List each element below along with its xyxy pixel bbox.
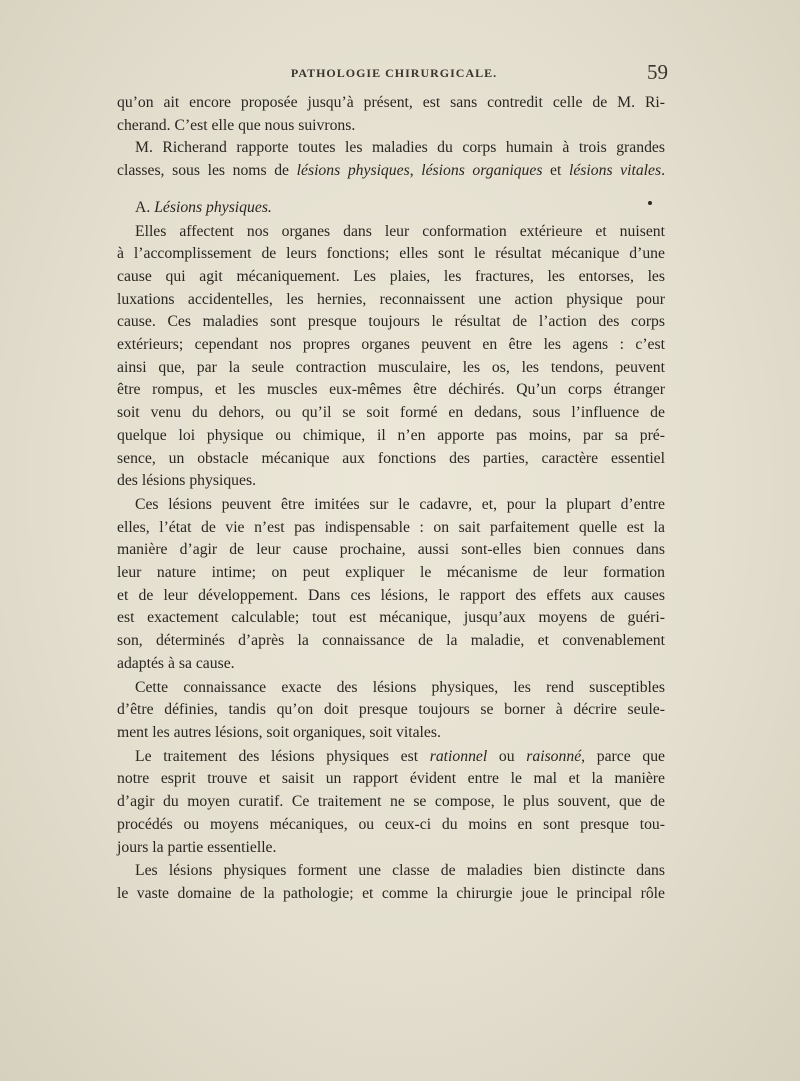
text-line: des lésions physiques. [117, 472, 257, 490]
text-line: à l’accomplissement de leurs fonctions; elles sont le résultat mécanique d’une [117, 245, 665, 263]
text-line: cause. Ces maladies sont presque toujours le résultat de l’action des corps [117, 313, 665, 331]
italic-term: lésions organiques [421, 162, 543, 180]
text-line: soit venu du dehors, ou qu’il se soit formé en dedans, sous l’influence de [117, 404, 665, 422]
text-line: notre esprit trouve et saisit un rapport évident entre le mal et la manière [117, 770, 665, 788]
text-line: est exactement calculable; tout est mécanique, jusqu’aux moyens de guéri- [117, 609, 665, 627]
text-line: être rompus, et les muscles eux-mêmes être déchirés. Qu’un corps étranger [117, 381, 665, 399]
text-line: Les lésions physiques forment une classe de maladies bien distincte dans [135, 862, 665, 880]
text-line: Ces lésions peuvent être imitées sur le cadavre, et, pour la plupart d’entre [135, 495, 665, 513]
body-text [117, 92, 665, 906]
text-run: et [542, 162, 569, 180]
text-line: son, déterminés d’après la connaissance de la maladie, et convenablement [117, 632, 665, 650]
text-line: extérieurs; cependant nos propres organes peuvent en être les agens : c’est [117, 336, 665, 354]
text-line: luxations accidentelles, les hernies, reconnaissent une action physique pour [117, 290, 665, 308]
paragraph [117, 746, 665, 860]
text-run: . [661, 162, 666, 180]
text-run: , [409, 162, 422, 180]
text-line: sence, un obstacle mécanique aux fonctions des parties, caractère essentiel [117, 449, 665, 467]
paragraph [117, 137, 665, 182]
text-line: ainsi que, par la seule contraction musculaire, les os, les tendons, peuvent [117, 358, 665, 376]
text-line: qu’on ait encore proposée jusqu’à présent, est sans contredit celle de M. Ri- [117, 94, 665, 111]
text-line: quelque loi physique ou chimique, il n’en apporte pas moins, par sa pré- [117, 426, 665, 444]
text-line: d’être définies, tandis qu’on doit presque toujours se borner à décrire seule- [117, 701, 665, 719]
text-line: M. Richerand rapporte toutes les maladies du corps humain à trois grandes [135, 139, 665, 157]
paragraph [117, 221, 665, 493]
text-line: et de leur développement. Dans ces lésions, le rapport des effets aux causes [117, 586, 665, 604]
italic-term: rationnel [429, 747, 488, 765]
text-line: Elles affectent nos organes dans leur conformation extérieure et nuisent [135, 222, 665, 240]
running-title: PATHOLOGIE CHIRURGICALE. [290, 66, 498, 80]
text-line: Cette connaissance exacte des lésions physiques, les rend susceptibles [135, 678, 665, 696]
text-line [117, 746, 665, 769]
text-line: elles, l’état de vie n’est pas indispensable : on sait parfaitement quelle est la [117, 518, 665, 536]
italic-term: lésions vitales [568, 162, 662, 180]
text-line: cherand. C’est elle que nous suivrons. [117, 116, 356, 134]
section-heading [117, 197, 665, 220]
text-line: procédés ou moyens mécaniques, ou ceux-ci du moins en sont presque tou- [117, 815, 665, 833]
text-line: jours la partie essentielle. [117, 838, 277, 856]
section-title: Lésions physiques. [154, 198, 272, 216]
text-line: leur nature intime; on peut expliquer le mécanisme de leur formation [117, 564, 665, 582]
text-line [117, 197, 665, 220]
text-line: manière d’agir de leur cause prochaine, aussi sont-elles bien connues dans [117, 541, 665, 559]
section-letter: A. [135, 198, 155, 216]
text-line: le vaste domaine de la pathologie; et comme la chirurgie joue le principal rôle [117, 884, 665, 902]
text-line [117, 160, 665, 183]
text-line: adaptés à sa cause. [117, 654, 235, 672]
text-line: d’agir du moyen curatif. Ce traitement ne se compose, le plus souvent, que de [117, 793, 665, 811]
paragraph [117, 860, 665, 905]
text-line: cause qui agit mécaniquement. Les plaies, les fractures, les entorses, les [117, 267, 665, 285]
text-run: ou [487, 747, 527, 765]
paragraph [117, 677, 665, 745]
paragraph [117, 92, 665, 137]
italic-term: lésions physiques [296, 162, 410, 180]
text-line: ment les autres lésions, soit organiques, soit vitales. [117, 723, 441, 741]
page-number: 59 [647, 60, 668, 84]
italic-term: raisonné [526, 747, 582, 765]
text-run: classes, sous les noms de [117, 162, 297, 180]
text-run: Le traitement des lésions physiques est [135, 747, 430, 765]
running-head [120, 60, 668, 88]
text-run: , parce que [581, 747, 666, 765]
paragraph [117, 494, 665, 676]
